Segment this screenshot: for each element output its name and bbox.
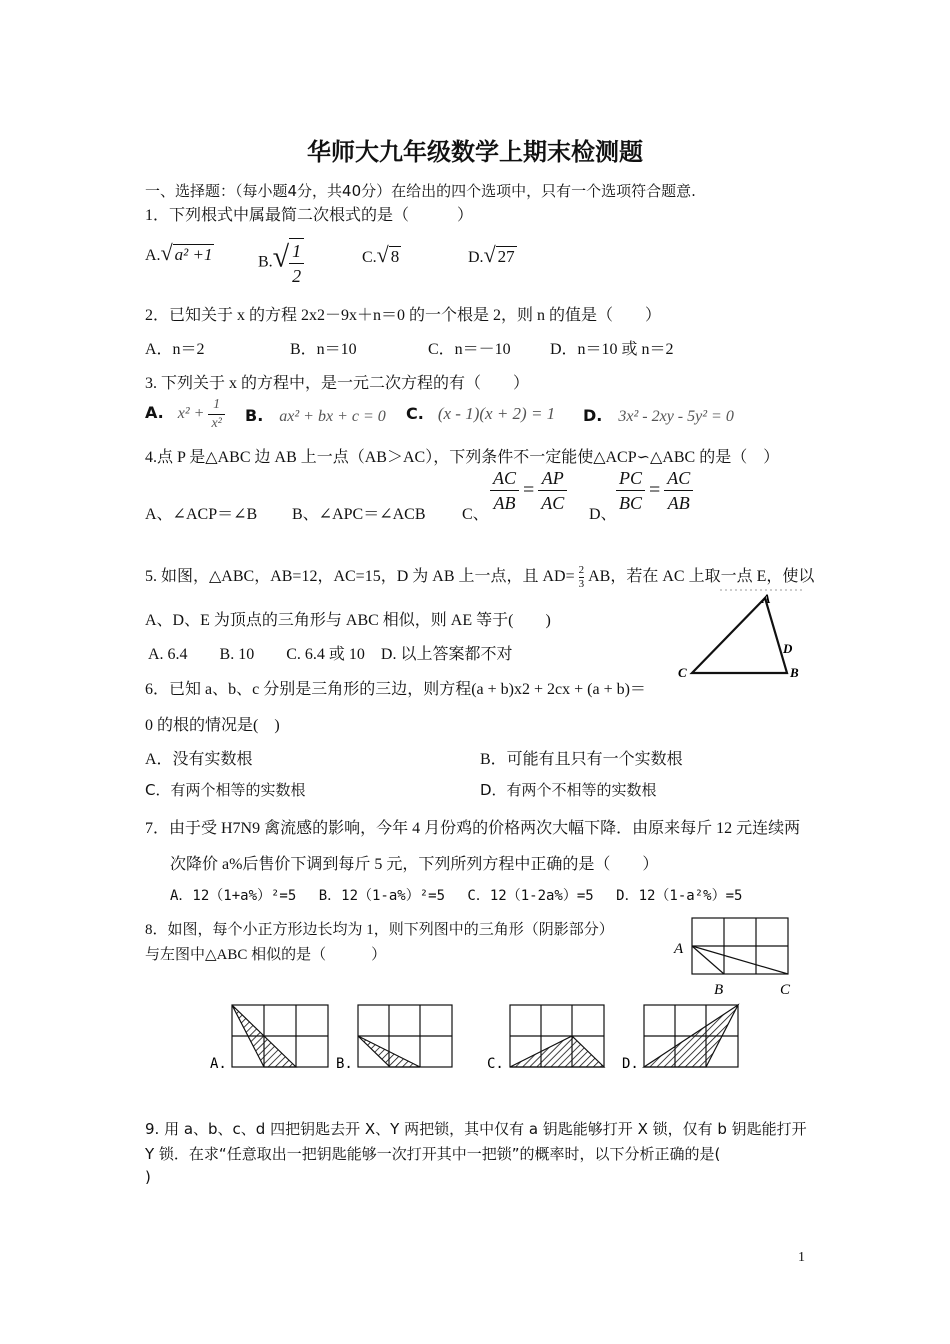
q8-option-grids (0, 995, 950, 1085)
question-5-line2: A、D、E 为顶点的三角形与 ABC 相似，则 AE 等于( ) (145, 612, 551, 629)
q2-option-d: D．n＝10 或 n＝2 (550, 341, 674, 358)
question-2-stem: 2．已知关于 x 的方程 2x2－9x＋n＝0 的一个根是 2，则 n 的值是（ ） (145, 307, 662, 324)
label-b: B (790, 665, 799, 680)
grid-label-c: C (780, 982, 791, 998)
q2-option-b: B．n＝10 (290, 341, 357, 358)
grid-label-a: A (674, 941, 684, 957)
q6-option-b: B．可能有且只有一个实数根 (480, 751, 683, 768)
q8-option-c-label: C. (487, 1056, 504, 1072)
question-6-line2: 0 的根的情况是( ) (145, 717, 280, 734)
question-7-line2: 次降价 a%后售价下调到每斤 5 元，下列所列方程中正确的是（ ） (170, 856, 659, 873)
q4-option-b: B、∠APC＝∠ACB (292, 506, 426, 523)
q4-option-c-expr: $\frac{AC}{AB}$ = $\frac{AP}{AC}$ (490, 466, 567, 515)
q3-option-d: D. 3x² - 2xy - 5y² = 0 (583, 406, 734, 425)
label-c: C (678, 665, 687, 680)
q4-option-d-label: D、 (589, 506, 617, 523)
question-8-stem: 8．如图，每个小正方形边长均为 1，则下列图中的三角形（阴影部分） (145, 922, 614, 938)
q6-option-c: C．有两个相等的实数根 (145, 781, 306, 799)
q4-option-c-label: C、 (462, 506, 489, 523)
q8-option-a-label: A. (210, 1056, 227, 1072)
q8-grid-b (358, 1005, 452, 1067)
q8-reference-grid (670, 910, 800, 1000)
question-1-stem: 1．下列根式中属最简二次根式的是（ ） (145, 207, 474, 224)
q7-options: A．12（1+a%）²=5 B．12（1-a%）²=5 C．12（1-2a%）=5 D．12（1-a²%）=5 (170, 888, 743, 904)
q8-grid-d (644, 1005, 738, 1067)
question-3-stem: 3. 下列关于 x 的方程中，是一元二次方程的有（ ） (145, 375, 530, 392)
label-a: A (762, 591, 771, 606)
question-8-line2: 与左图中△ABC 相似的是（ ） (145, 947, 387, 963)
question-7-stem: 7．由于受 H7N9 禽流感的影响，今年 4 月份鸡的价格两次大幅下降．由原来每斤 12 元连续两 (145, 820, 801, 837)
page-number: 1 (798, 1250, 805, 1265)
q1-option-c: C.√ 8 (362, 242, 400, 267)
triangle-abc (692, 598, 787, 673)
grid-label-b: B (714, 982, 724, 998)
label-d: D (783, 641, 793, 656)
q2-option-a: A．n＝2 (145, 341, 205, 358)
q6-option-d: D．有两个不相等的实数根 (480, 781, 657, 799)
q1-option-a: A.√ a² +1 (145, 240, 213, 265)
q3-option-a: A. x² + $\frac{1}{\text{x²}}$ (145, 396, 225, 433)
question-9-line2: Y 锁．在求“任意取出一把钥匙能够一次打开其中一把锁”的概率时，以下分析正确的是( (145, 1145, 721, 1163)
q2-option-c: C．n＝－10 (428, 341, 511, 358)
q6-option-a: A．没有实数根 (145, 751, 253, 768)
q5-options: A. 6.4 B. 10 C. 6.4 或 10 D. 以上答案都不对 (148, 646, 513, 663)
question-5-stem: 5. 如图，△ABC，AB=12，AC=15，D 为 AB 上一点，且 AD= $\frac{2}{3}$ AB，若在 AC 上取一点 E，使以 (145, 563, 815, 590)
q1-option-d: D.√ 27 (468, 242, 515, 267)
question-6-stem: 6．已知 a、b、c 分别是三角形的三边，则方程(a + b)x2 + 2cx + (a + b)＝ (145, 681, 646, 698)
q8-option-d-label: D. (622, 1056, 639, 1072)
q5-triangle-figure (670, 585, 810, 685)
section-heading: 一、选择题：（每小题4分，共40分）在给出的四个选项中，只有一个选项符合题意. (145, 182, 696, 200)
question-4-stem: 4.点 P 是△ABC 边 AB 上一点（AB＞AC），下列条件不一定能使△ACP∽△ABC 的是（ ） (145, 449, 780, 466)
q1-option-b: B.√ $\frac{1}{2}$ (258, 238, 304, 288)
q4-option-a: A、∠ACP＝∠B (145, 506, 258, 523)
page-title: 华师大九年级数学上期末检测题 (307, 138, 643, 166)
q8-grid-c (510, 1005, 604, 1067)
q3-option-c: C. (x - 1)(x + 2) = 1 (406, 404, 556, 423)
q8-grid-a (232, 1005, 328, 1067)
question-9-stem: 9. 用 a、b、c、d 四把钥匙去开 X、Y 两把锁，其中仅有 a 钥匙能够打开 X 锁，仅有 b 钥匙能打开 (145, 1120, 807, 1138)
q4-option-d-expr: $\frac{PC}{BC}$ = $\frac{AC}{AB}$ (616, 466, 693, 515)
q8-option-b-label: B. (336, 1056, 353, 1072)
q3-option-b: B. ax² + bx + c = 0 (245, 406, 386, 425)
question-9-line3: ) (145, 1168, 151, 1186)
